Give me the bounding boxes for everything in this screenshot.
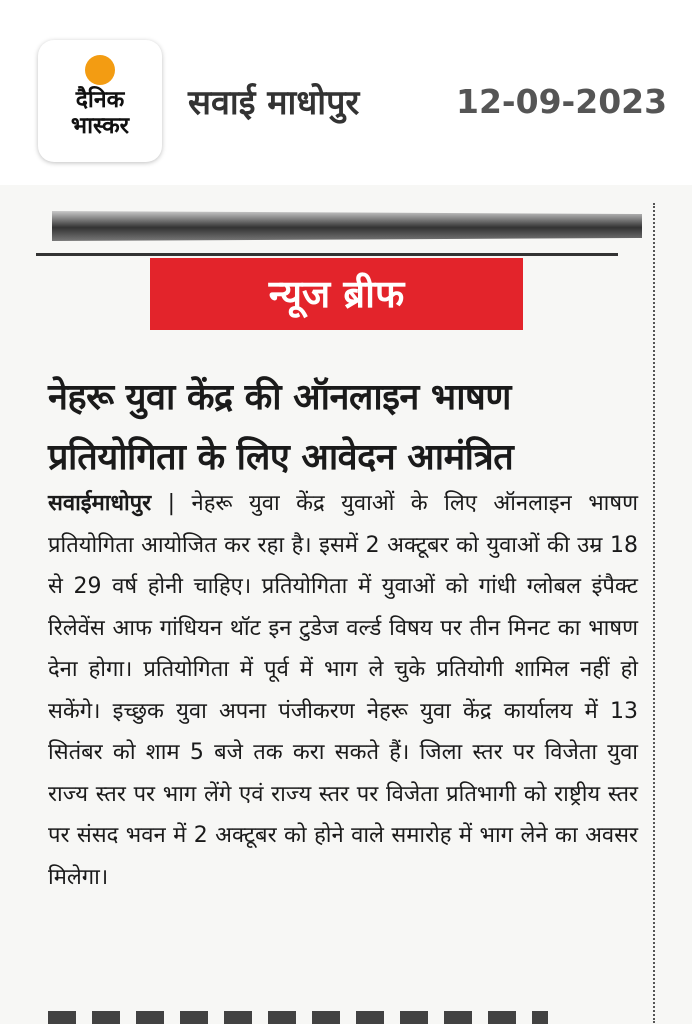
article-text: नेहरू युवा केंद्र युवाओं के लिए ऑनलाइन भाषण प्रतियोगिता आयोजित कर रहा है। इसमें 2 अक्टूबर को युवाओं की उम्र 18 से 29 वर्ष होनी चाहिए। प्रतियोगिता में युवाओं को गांधी ग्लोबल इंपैक्ट रिलेवेंस आफ गांधियन थॉट इन टुडेज वर्ल्ड विषय पर तीन मिनट का भाषण देना होगा। प्रतियोगिता में पूर्व में भाग ले चुके प्रतियोगी शामिल नहीं हो सकेंगे। इच्छुक युवा अपना पंजीकरण नेहरू युवा केंद्र कार्यालय में 13 सितंबर को शाम 5 बजे तक करा सकते हैं। जिला स्तर पर विजेता युवा राज्य स्तर पर भाग लेंगे एवं राज्य स्तर पर विजेता प्रतिभागी को राष्ट्रीय स्तर पर संसद भवन में 2 अक्टूबर को होने वाले समारोह में भाग लेने का अवसर मिलेगा। [48, 491, 638, 890]
dateline-separator: | [167, 491, 192, 516]
top-strip-decoration [52, 211, 642, 241]
article-body [48, 483, 638, 898]
logo-text-line1: दैनिक [75, 87, 125, 113]
sun-dot-icon [85, 55, 115, 85]
newspaper-clipping [0, 185, 692, 1024]
dainik-bhaskar-logo[interactable] [38, 40, 162, 162]
horizontal-rule [36, 253, 618, 256]
edition-date: 12-09-2023 [456, 82, 668, 121]
logo-text-line2: भास्कर [70, 113, 130, 139]
column-divider [653, 203, 655, 1023]
news-brief-label: न्यूज ब्रीफ [150, 258, 523, 330]
app-header [0, 0, 692, 185]
article-headline: नेहरू युवा केंद्र की ऑनलाइन भाषण प्रतियोगिता के लिए आवेदन आमंत्रित [48, 377, 514, 478]
article-dateline: सवाईमाधोपुर [48, 491, 152, 516]
edition-city: सवाई माधोपुर [188, 83, 360, 123]
next-article-cut-off [48, 1011, 548, 1024]
